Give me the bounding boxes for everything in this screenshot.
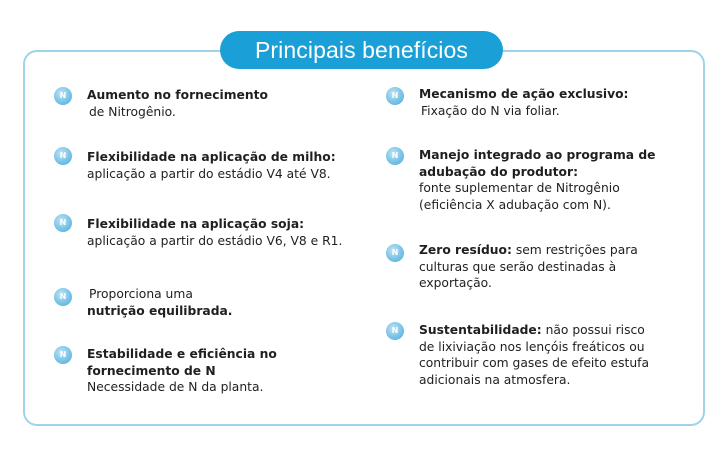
n-bullet-icon: N	[54, 147, 72, 165]
benefit-heading: nutrição equilibrada.	[87, 303, 233, 318]
benefit-heading: Estabilidade e eficiência no	[87, 347, 277, 361]
benefit-description: (eficiência X adubação com N).	[419, 197, 611, 212]
benefit-line	[419, 259, 638, 276]
benefit-description: fonte suplementar de Nitrogênio	[419, 181, 620, 195]
benefit-description: Necessidade de N da planta.	[87, 380, 264, 394]
benefit-line	[87, 166, 336, 183]
benefit-line	[419, 372, 649, 389]
benefit-line	[87, 303, 232, 320]
benefit-heading: adubação do produtor:	[419, 164, 578, 179]
benefit-text	[87, 149, 336, 182]
benefit-line	[87, 346, 277, 363]
benefit-line	[419, 242, 638, 259]
benefit-heading: Flexibilidade na aplicação de milho:	[87, 150, 336, 164]
benefit-line	[87, 216, 342, 233]
benefit-line	[419, 275, 638, 292]
n-bullet-icon: N	[54, 87, 72, 105]
benefit-text	[419, 322, 649, 388]
benefit-text	[419, 147, 656, 213]
benefit-heading: Sustentabilidade:	[419, 323, 542, 337]
benefit-line	[419, 355, 649, 372]
benefit-line	[87, 149, 336, 166]
n-bullet-icon: N	[386, 87, 404, 105]
n-bullet-icon: N	[54, 346, 72, 364]
benefit-text	[87, 87, 268, 120]
benefit-description: adicionais na atmosfera.	[419, 372, 571, 387]
benefit-heading: Aumento no fornecimento	[87, 88, 268, 102]
benefit-line	[87, 87, 268, 104]
benefit-line	[419, 197, 656, 214]
benefit-heading: Mecanismo de ação exclusivo:	[419, 87, 629, 101]
n-bullet-icon: N	[386, 147, 404, 165]
benefit-heading: Manejo integrado ao programa de	[419, 148, 656, 162]
benefit-description: não possui risco	[541, 323, 645, 337]
benefit-text	[419, 86, 628, 119]
benefit-line	[87, 363, 277, 380]
benefit-heading: Zero resíduo:	[419, 243, 512, 257]
benefit-description: aplicação a partir do estádio V6, V8 e R1.	[87, 233, 343, 248]
n-bullet-icon: N	[54, 288, 72, 306]
benefit-text	[419, 242, 638, 292]
benefit-line	[419, 339, 649, 356]
benefit-description: sem restrições para	[511, 243, 638, 257]
benefit-description: aplicação a partir do estádio V4 até V8.	[87, 166, 331, 181]
benefit-text	[87, 216, 342, 249]
n-bullet-icon: N	[386, 244, 404, 262]
benefit-heading: Flexibilidade na aplicação soja:	[87, 217, 305, 231]
benefit-text	[87, 346, 277, 396]
benefit-text	[87, 286, 232, 319]
benefit-description: Proporciona uma	[89, 287, 193, 301]
n-bullet-icon: N	[386, 322, 404, 340]
benefit-line	[419, 103, 628, 120]
benefit-line	[419, 180, 656, 197]
benefit-description: de lixiviação nos lençóis freáticos ou	[419, 339, 645, 354]
benefit-heading: fornecimento de N	[87, 363, 216, 378]
benefit-line	[419, 322, 649, 339]
page-title: Principais benefícios	[220, 31, 503, 69]
benefit-line	[87, 104, 268, 121]
benefit-description: de Nitrogênio.	[89, 104, 176, 119]
benefit-line	[87, 286, 232, 303]
benefit-line	[419, 86, 628, 103]
benefit-line	[419, 164, 656, 181]
benefit-description: Fixação do N via foliar.	[421, 103, 560, 118]
n-bullet-icon: N	[54, 214, 72, 232]
benefit-description: exportação.	[419, 276, 492, 290]
benefit-description: culturas que serão destinadas à	[419, 259, 617, 274]
benefit-line	[87, 233, 342, 250]
benefit-line	[419, 147, 656, 164]
benefit-description: contribuir com gases de efeito estufa	[419, 356, 650, 370]
benefit-line	[87, 379, 277, 396]
